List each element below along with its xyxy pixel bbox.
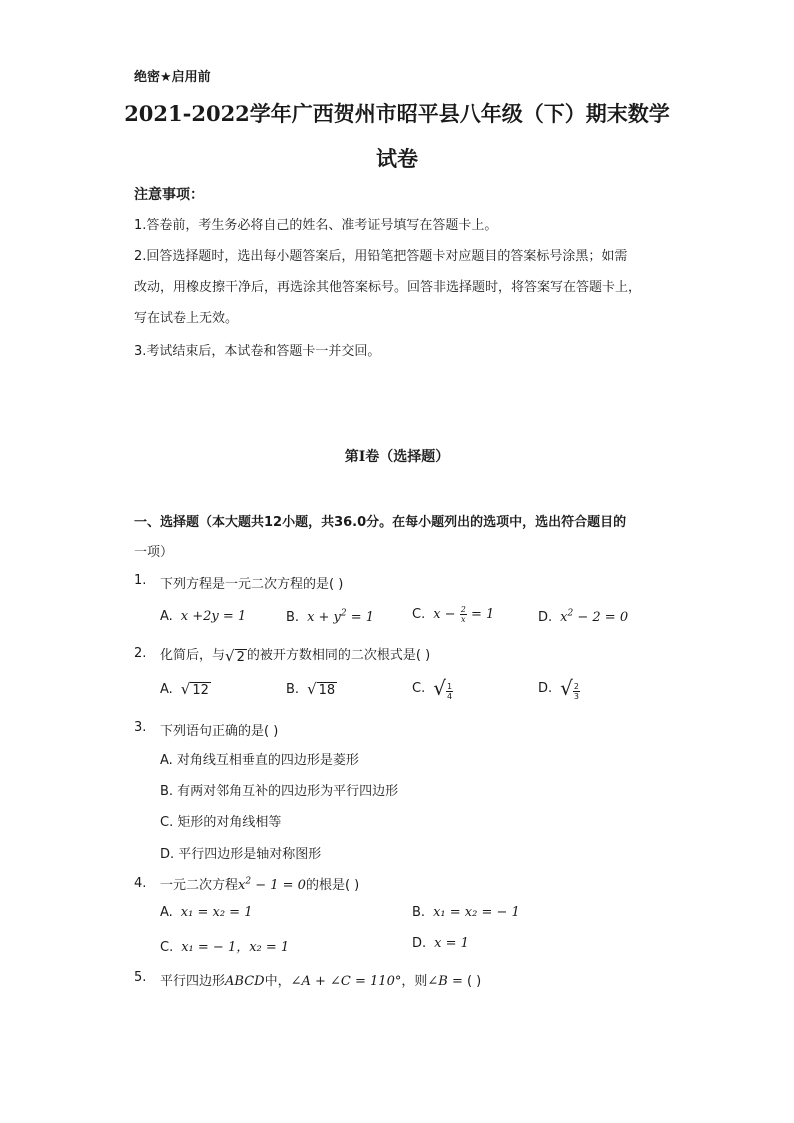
option-label: D. xyxy=(412,936,427,951)
option-a xyxy=(160,609,246,624)
option-c: C. 矩形的对角线相等 xyxy=(160,815,282,830)
fraction: $\frac{2}{x}$ xyxy=(460,605,466,624)
option-label: A. xyxy=(160,905,173,920)
option-label: D. xyxy=(538,681,553,696)
question-number: 4. xyxy=(134,876,147,891)
exam-title-line2: 试卷 xyxy=(376,146,418,171)
option-d xyxy=(538,676,580,701)
option-a xyxy=(160,680,211,698)
option-b xyxy=(286,609,374,625)
option-label: B. xyxy=(286,610,300,626)
option-d: D. 平行四边形是轴对称图形 xyxy=(160,847,322,862)
notice-heading: 注意事项： xyxy=(134,187,204,203)
radical: √ $\frac{1}{4}$ xyxy=(433,676,453,701)
option-expression: x₁ = − 1，x₂ = 1 xyxy=(181,940,290,955)
option-label: C. xyxy=(412,607,426,622)
notice-item: 2.回答选择题时，选出每小题答案后，用铅笔把答题卡对应题目的答案标号涂黑；如需 xyxy=(134,249,628,264)
option-expression: x₁ = x₂ = − 1 xyxy=(433,905,520,920)
option-c xyxy=(412,605,494,624)
fraction: $\frac{1}{4}$ xyxy=(446,682,453,701)
question-text: 下列方程是一元二次方程的是( ) xyxy=(160,577,344,592)
question-number: 2. xyxy=(134,646,147,661)
fraction: $\frac{2}{3}$ xyxy=(573,682,579,701)
part-instructions: 一、选择题（本大题共12小题，共36.0分。在每小题列出的选项中，选出符合题目的 xyxy=(134,515,627,530)
notice-item: 3.考试结束后，本试卷和答题卡一并交回。 xyxy=(134,344,381,359)
option-label: B. xyxy=(412,905,426,920)
option-expression: $x^2 - 2 = 0$ xyxy=(560,609,629,626)
notice-item: 1.答卷前，考生务必将自己的姓名、准考证号填写在答题卡上。 xyxy=(134,218,498,233)
exam-title-line1: 2021-2022学年广西贺州市昭平县八年级（下）期末数学 xyxy=(124,101,670,126)
option-label: C. xyxy=(412,681,426,696)
option-label: A. xyxy=(160,681,173,697)
option-label: C. xyxy=(160,940,174,955)
confidential-mark: 绝密★启用前 xyxy=(134,70,211,85)
radical: √ 18 xyxy=(307,680,336,698)
option-b xyxy=(286,680,337,698)
option-b: B. 有两对邻角互补的四边形为平行四边形 xyxy=(160,784,399,799)
question-text: 一元二次方程$x^2 - 1 = 0$的根是( ) xyxy=(160,876,360,893)
question-number: 3. xyxy=(134,720,147,735)
option-expression: x₁ = x₂ = 1 xyxy=(180,905,253,920)
option-b xyxy=(412,905,520,920)
part-instructions-cont: 一项） xyxy=(134,545,174,560)
option-c xyxy=(160,936,289,955)
question-text: 化简后，与√ 2 的被开方数相同的二次根式是( ) xyxy=(160,646,431,665)
radical: √ 12 xyxy=(180,680,209,698)
question-text: 平行四边形ABCD中，∠A + ∠C = 110°，则∠B = ( ) xyxy=(160,974,482,989)
option-expression: x +2y = 1 xyxy=(180,609,247,624)
notice-item: 改动，用橡皮擦干净后，再选涂其他答案标号。回答非选择题时，将答案写在答题卡上， xyxy=(134,280,642,295)
option-expression: x − $\frac{2}{x}$ = 1 xyxy=(433,605,495,624)
option-label: D. xyxy=(538,610,553,626)
notice-item: 写在试卷上无效。 xyxy=(134,311,239,326)
option-a: A. 对角线互相垂直的四边形是菱形 xyxy=(160,753,359,768)
option-c xyxy=(412,676,453,701)
option-expression: x = 1 xyxy=(434,936,469,951)
question-text: 下列语句正确的是( ) xyxy=(160,724,279,739)
radical: √ 2 xyxy=(225,646,245,665)
radical: √ $\frac{2}{3}$ xyxy=(560,676,579,701)
option-expression: $x + y^2 = 1$ xyxy=(307,609,375,626)
question-number: 5. xyxy=(134,970,147,985)
option-label: B. xyxy=(286,681,300,697)
option-label: A. xyxy=(160,609,173,624)
option-d xyxy=(538,609,628,625)
section-title: 第I卷（选择题） xyxy=(344,449,450,465)
question-number: 1. xyxy=(134,573,147,588)
option-a xyxy=(160,905,252,920)
option-d xyxy=(412,936,469,951)
